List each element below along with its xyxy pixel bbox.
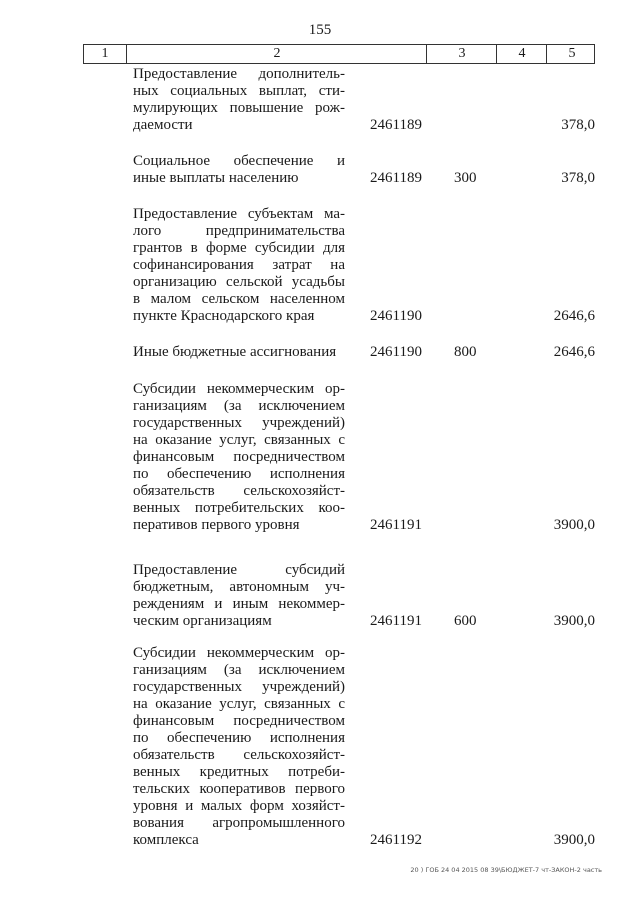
amount-value: 3900,0	[553, 613, 595, 629]
amount-value: 378,0	[561, 170, 595, 186]
description-line: комплекса	[133, 832, 199, 848]
description-line: Предоставление дополнитель-	[133, 66, 345, 82]
description-line: на оказание услуг, связанных с	[133, 696, 345, 712]
description-line: мулирующих повышение рож-	[133, 100, 345, 116]
header-col-5: 5	[546, 45, 597, 63]
description-line: на оказание услуг, связанных с	[133, 432, 345, 448]
description-line: уровня и малых форм хозяйст-	[133, 798, 345, 814]
description-line: государственных учреждений)	[133, 415, 345, 431]
description-line: грантов в форме субсидии для	[133, 240, 345, 256]
description-line: реждениям и иным некоммер-	[133, 596, 345, 612]
description-line: обязательств сельскохозяйст-	[133, 747, 345, 763]
description-line: в малом сельском населенном	[133, 291, 345, 307]
table-header-row	[83, 44, 595, 64]
description-line: тельских кооперативов первого	[133, 781, 345, 797]
expense-type-code: 600	[454, 613, 477, 629]
description-line: софинансирования затрат на	[133, 257, 345, 273]
description-line: даемости	[133, 117, 193, 133]
amount-value: 3900,0	[553, 832, 595, 848]
description-line: ганизациям (за исключением	[133, 662, 345, 678]
description-line: по обеспечению исполнения	[133, 730, 345, 746]
header-col-4: 4	[496, 45, 547, 63]
description-line: ных социальных выплат, сти-	[133, 83, 345, 99]
amount-value: 3900,0	[553, 517, 595, 533]
target-article-code: 2461189	[370, 117, 422, 133]
description-line: лого предпринимательства	[133, 223, 345, 239]
row-description	[133, 153, 345, 187]
expense-type-code: 800	[454, 344, 477, 360]
row-description	[133, 562, 345, 630]
row-description	[133, 645, 345, 849]
amount-value: 2646,6	[553, 344, 595, 360]
row-description	[133, 66, 345, 134]
row-description	[133, 344, 345, 361]
description-line: Предоставление субсидий	[133, 562, 345, 578]
row-description	[133, 206, 345, 325]
page-number: 155	[308, 22, 332, 38]
expense-type-code: 300	[454, 170, 477, 186]
description-line: венных потребительских коо-	[133, 500, 345, 516]
description-line: ческим организациям	[133, 613, 272, 629]
amount-value: 2646,6	[553, 308, 595, 324]
row-description	[133, 381, 345, 534]
target-article-code: 2461191	[370, 613, 422, 629]
header-col-2: 2	[126, 45, 427, 63]
description-line: пункте Краснодарского края	[133, 308, 315, 324]
target-article-code: 2461189	[370, 170, 422, 186]
description-line: вования агропромышленного	[133, 815, 345, 831]
description-line: финансовым посредничеством	[133, 713, 345, 729]
header-col-1: 1	[101, 46, 109, 61]
description-line: иные выплаты населению	[133, 170, 299, 186]
description-line: ганизациям (за исключением	[133, 398, 345, 414]
description-line: Субсидии некоммерческим ор-	[133, 645, 345, 661]
description-line: Субсидии некоммерческим ор-	[133, 381, 345, 397]
description-line: по обеспечению исполнения	[133, 466, 345, 482]
target-article-code: 2461190	[370, 308, 422, 324]
file-path-footer: 20 ) ГОБ 24 04 2015 08 39\БЮДЖЕТ-7 чт-ЗАКОН-2 часть	[410, 866, 602, 874]
description-line: финансовым посредничеством	[133, 449, 345, 465]
description-line: организацию сельской усадьбы	[133, 274, 345, 290]
description-line: перативов первого уровня	[133, 517, 300, 533]
description-line: Иные бюджетные ассигнования	[133, 344, 337, 360]
amount-value: 378,0	[561, 117, 595, 133]
target-article-code: 2461191	[370, 517, 422, 533]
target-article-code: 2461190	[370, 344, 422, 360]
header-col-3: 3	[426, 45, 497, 63]
description-line: венных кредитных потреби-	[133, 764, 345, 780]
description-line: обязательств сельскохозяйст-	[133, 483, 345, 499]
description-line: бюджетным, автономным уч-	[133, 579, 345, 595]
description-line: Предоставление субъектам ма-	[133, 206, 345, 222]
description-line: государственных учреждений)	[133, 679, 345, 695]
target-article-code: 2461192	[370, 832, 422, 848]
description-line: Социальное обеспечение и	[133, 153, 345, 169]
